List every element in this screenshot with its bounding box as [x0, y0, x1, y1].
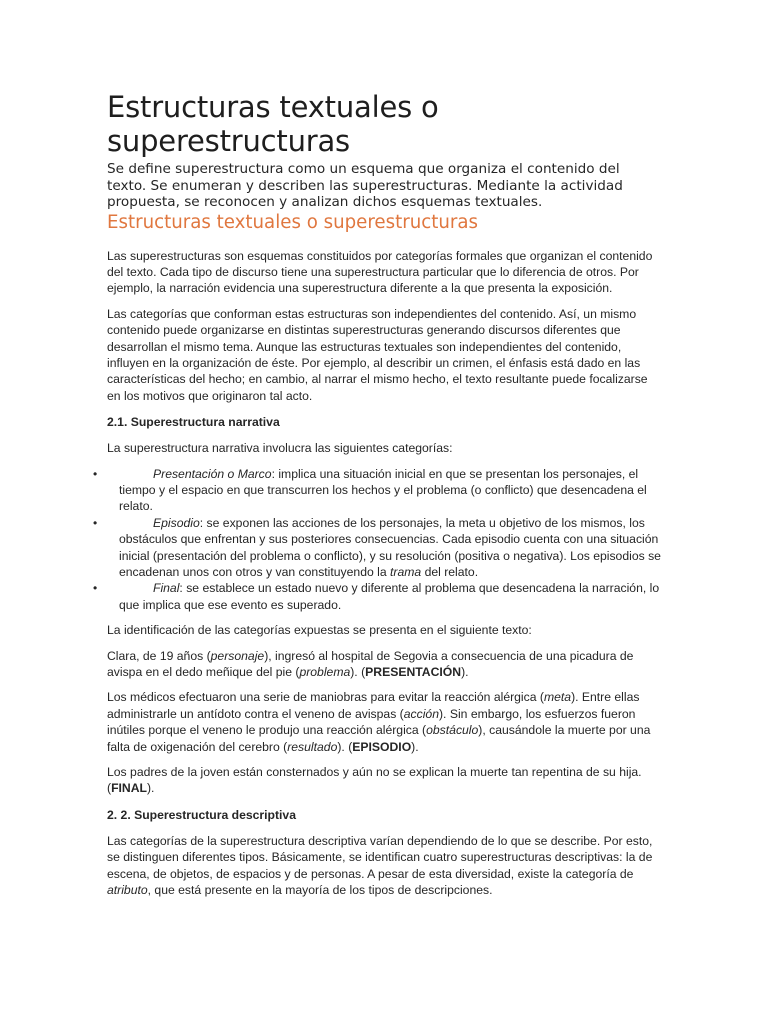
- paragraph-descriptiva: Las categorías de la superestructura descriptiva varían dependiendo de lo que se describe. Por esto, se distinguen diferentes tipos. Básicamente, se identifican cuatro superestructuras descriptivas: la de escena, de objetos, de espacios y de personas. A pesar de esta diversidad, existe la categoría de atributo, que está presente en la mayoría de los tipos de descripciones.: [107, 833, 653, 898]
- list-item-presentacion: [93, 466, 663, 515]
- term-final: Final: [153, 581, 180, 596]
- bullet-icon: •: [93, 466, 98, 481]
- label-accion: acción: [403, 706, 439, 721]
- bullet-icon: •: [93, 581, 98, 596]
- text-episodio-b: del relato.: [421, 565, 479, 579]
- label-resultado: resultado: [287, 739, 338, 754]
- heading-superestructura-descriptiva: 2. 2. Superestructura descriptiva: [107, 807, 296, 822]
- heading-superestructura-narrativa: 2.1. Superestructura narrativa: [107, 415, 280, 430]
- text-episodio-a: : se exponen las acciones de los personajes, la meta u objetivo de los mismos, los obstáculos que enfrentan y sus posteriores consecuencias. Cada episodio cuenta con una situación inicial (presentación del problema o conflicto), y su resolución (positiva o negativa). Los episodios se encadenan unos con otros y van constituyendo la: [119, 515, 661, 579]
- label-personaje: personaje: [210, 648, 265, 663]
- categories-list: [93, 466, 663, 614]
- text-final: : se establece un estado nuevo y diferente al problema que desencadena la narración, lo que implica que ese evento es superado.: [119, 581, 660, 612]
- paragraph-categorias: Las categorías que conforman estas estructuras son independientes del contenido. Así, un mismo contenido puede organizarse en distintas superestructuras generando discursos diferentes que desarrollan el mismo tema. Aunque las estructuras textuales son independientes del contenido, influyen en la organización de éste. Por ejemplo, al describir un crimen, el énfasis está dado en las características del hecho; en cambio, al narrar el mismo hecho, el texto resultante puede focalizarse en los motivos que originaron tal acto.: [107, 306, 648, 403]
- list-item-episodio: [93, 515, 663, 581]
- example-presentacion: Clara, de 19 años (personaje), ingresó al hospital de Segovia a consecuencia de una picadura de avispa en el dedo meñique del pie (problema). (PRESENTACIÓN).: [107, 648, 634, 680]
- list-item-final: [93, 580, 663, 613]
- document-title: Estructuras textuales o superestructuras: [107, 90, 439, 158]
- term-presentacion: Presentación o Marco: [153, 466, 272, 481]
- tag-episodio: EPISODIO: [352, 739, 412, 754]
- label-obstaculo: obstáculo: [426, 723, 479, 738]
- label-atributo: atributo: [107, 883, 148, 898]
- bullet-icon: •: [93, 515, 98, 530]
- paragraph-superestructuras: Las superestructuras son esquemas constituidos por categorías formales que organizan el contenido del texto. Cada tipo de discurso tiene una superestructura particular que lo diferencia de otros. Por ejemplo, la narración evidencia una superestructura diferente a la que presenta la exposición.: [107, 248, 653, 296]
- tag-final: FINAL: [111, 781, 147, 796]
- term-trama: trama: [390, 565, 422, 579]
- label-problema: problema: [299, 665, 351, 680]
- text-presentacion: : implica una situación inicial en que se presentan los personajes, el tiempo y el espacio en que transcurren los hechos y el problema (o conflicto) que desencadena el relato.: [119, 466, 647, 514]
- tag-presentacion: PRESENTACIÓN: [365, 665, 462, 680]
- section-title: Estructuras textuales o superestructuras: [107, 211, 478, 233]
- document-page: [93, 90, 663, 908]
- label-meta: meta: [543, 690, 572, 705]
- document-description: Se define superestructura como un esquema que organiza el contenido del texto. Se enumeran y describen las superestructuras. Mediante la actividad propuesta, se reconocen y analizan dichos esquemas textuales.: [107, 161, 623, 210]
- example-final: Los padres de la joven están consternados y aún no se explican la muerte tan repentina de su hija. (FINAL).: [107, 765, 642, 796]
- example-episodio: Los médicos efectuaron una serie de maniobras para evitar la reacción alérgica (meta). Entre ellas administrarle un antídoto contra el veneno de avispas (acción). Sin embargo, los esfuerzos fueron inútiles porque el veneno le produjo una reacción alérgica (obstáculo), causándole la muerte por una falta de oxigenación del cerebro (resultado). (EPISODIO).: [107, 690, 651, 754]
- paragraph-identificacion: La identificación de las categorías expuestas se presenta en el siguiente texto:: [107, 623, 532, 638]
- paragraph-narrativa-intro: La superestructura narrativa involucra las siguientes categorías:: [107, 441, 453, 456]
- term-episodio: Episodio: [153, 515, 200, 530]
